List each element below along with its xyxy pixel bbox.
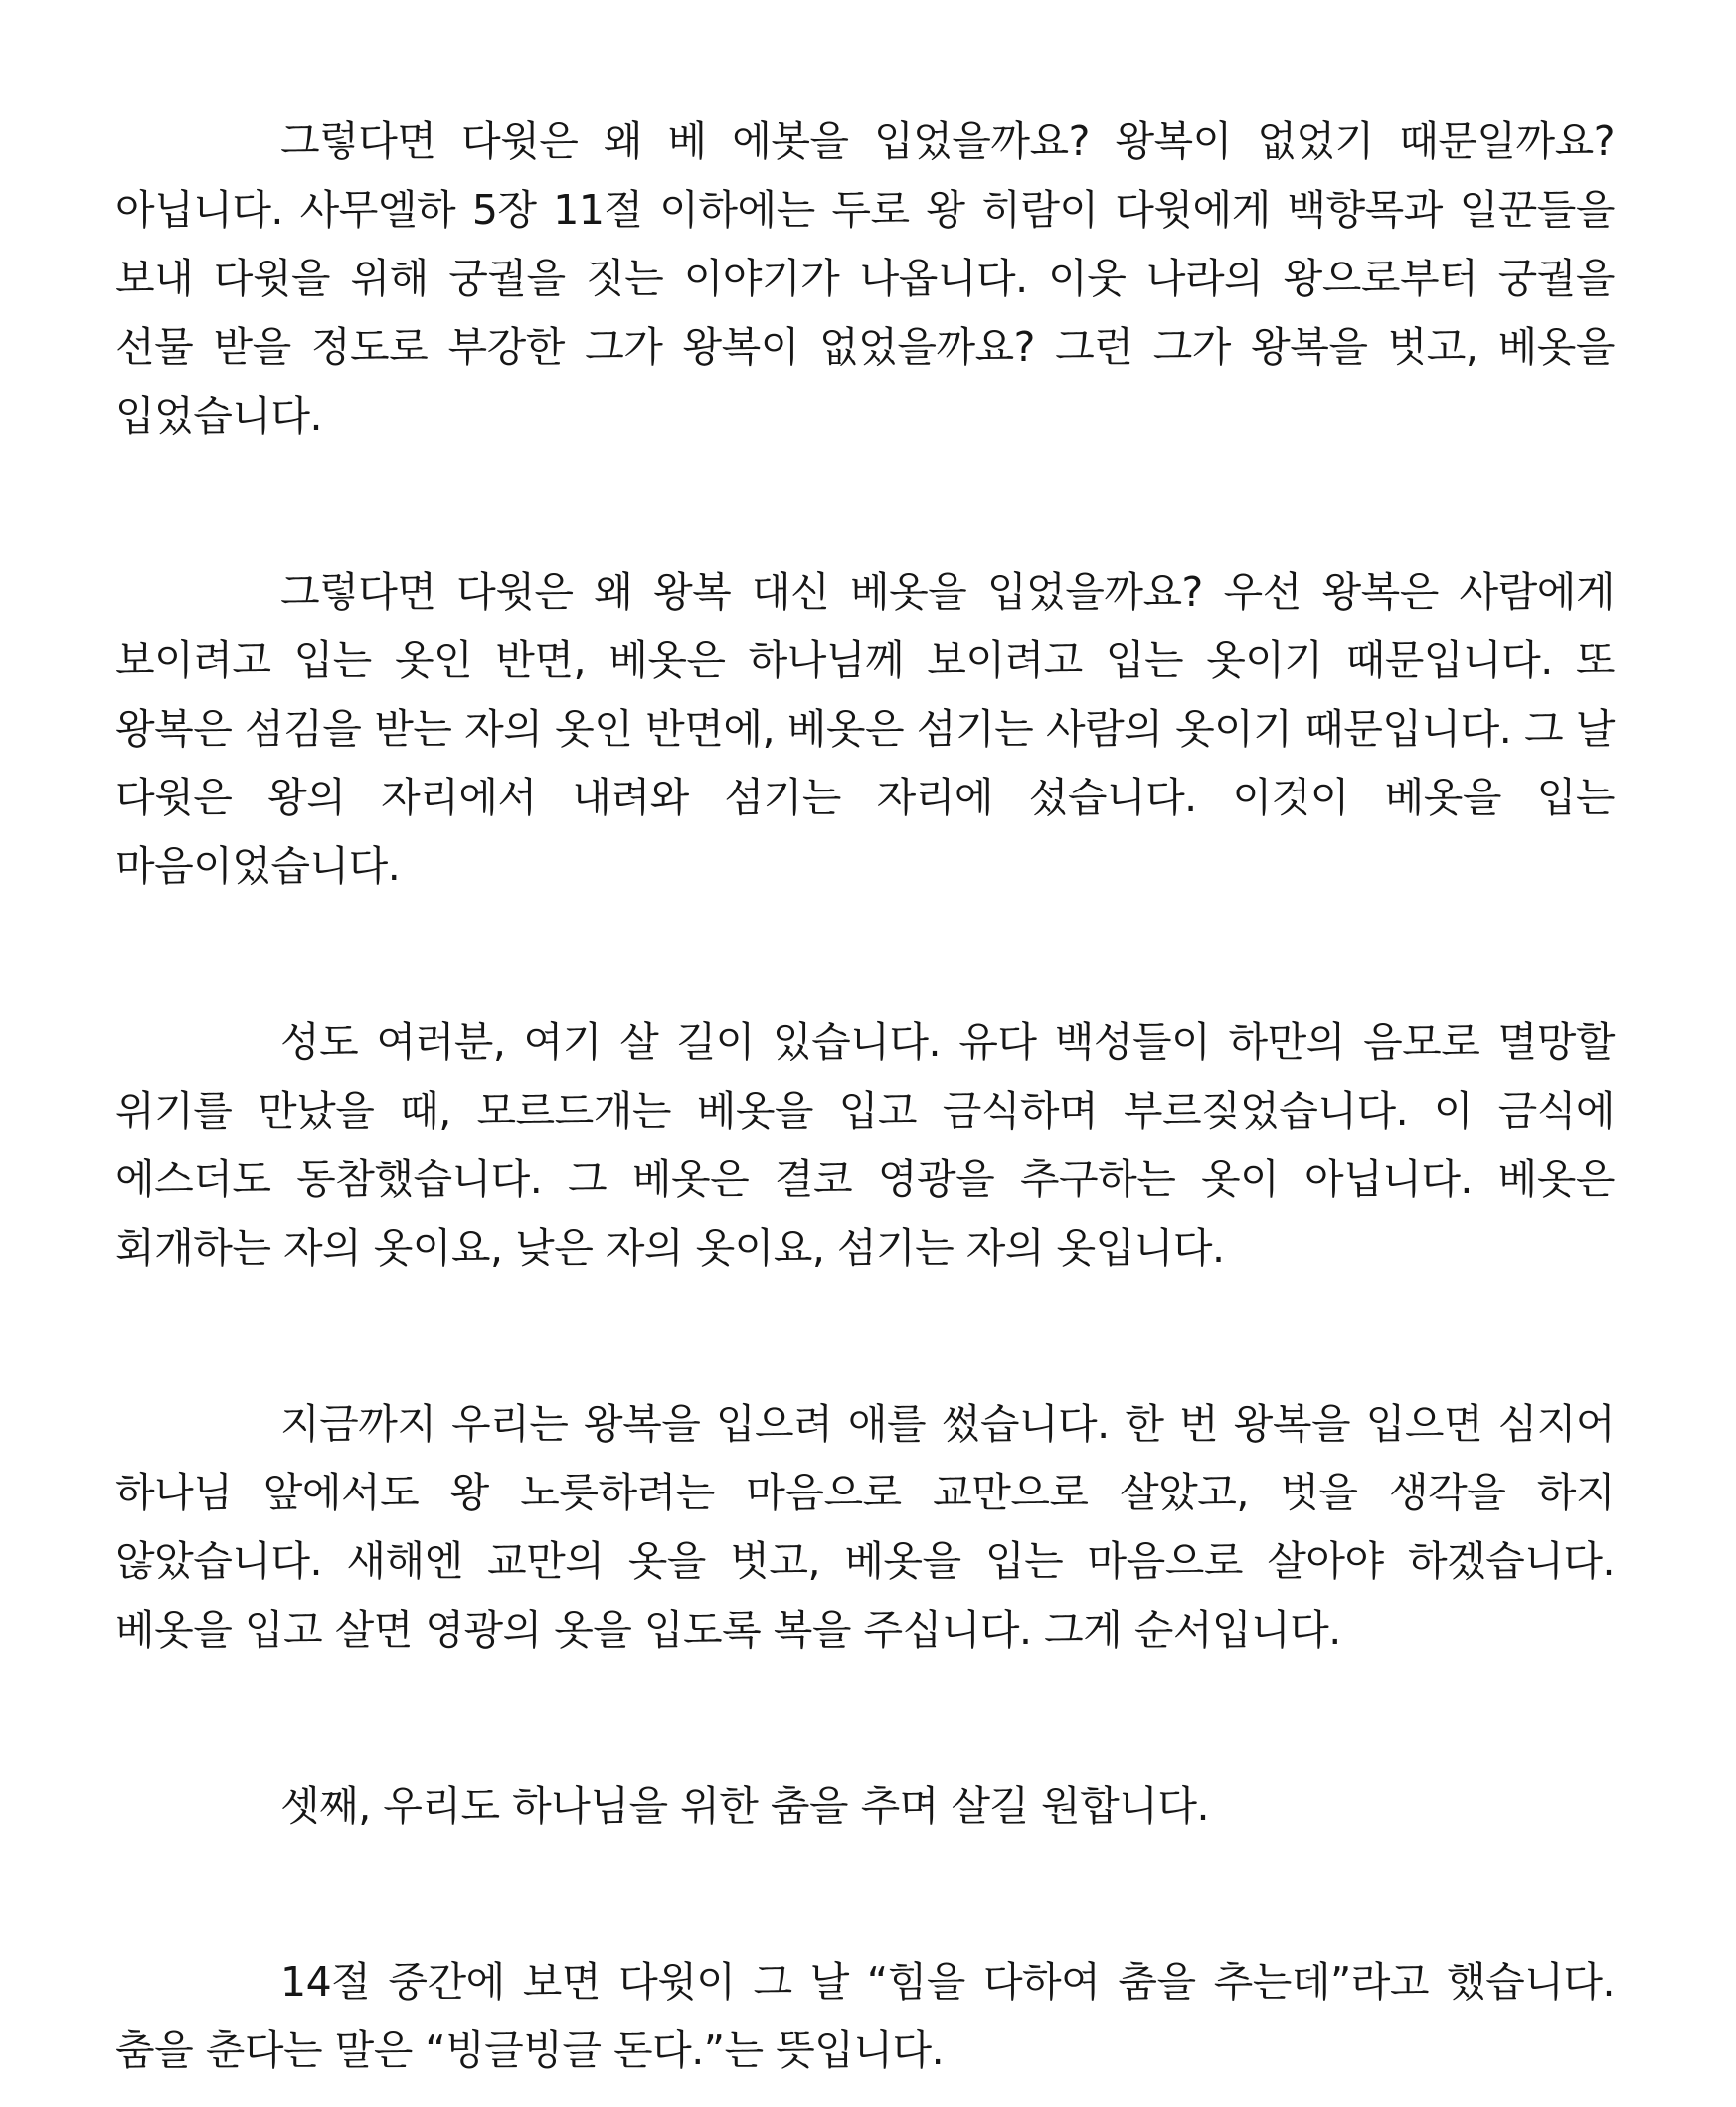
paragraph-3: 성도 여러분, 여기 살 길이 있습니다. 유다 백성들이 하만의 음모로 멸망할 위기를 만났을 때, 모르드개는 베옷을 입고 금식하며 부르짖었습니다. 이 금식에 에스더도 동참했습니다. 그 베옷은 결코 영광을 추구하는 옷이 아닙니다. 베옷은 회개하는 자의 옷이요, 낮은 자의 옷이요, 섬기는 자의 옷입니다. [115,1018,1615,1272]
document-page [115,107,1615,2085]
paragraph-2: 그렇다면 다윗은 왜 왕복 대신 베옷을 입었을까요? 우선 왕복은 사람에게 보이려고 입는 옷인 반면, 베옷은 하나님께 보이려고 입는 옷이기 때문입니다. 또 왕복은 섬김을 받는 자의 옷인 반면에, 베옷은 섬기는 사람의 옷이기 때문입니다. 그 날 다윗은 왕의 자리에서 내려와 섬기는 자리에 섰습니다. 이것이 베옷을 입는 마음이었습니다. [115,568,1615,890]
paragraph-1: 그렇다면 다윗은 왜 베 에봇을 입었을까요? 왕복이 없었기 때문일까요? 아닙니다. 사무엘하 5장 11절 이하에는 두로 왕 히람이 다윗에게 백향목과 일꾼들을 보내 다윗을 위해 궁궐을 짓는 이야기가 나옵니다. 이웃 나라의 왕으로부터 궁궐을 선물 받을 정도로 부강한 그가 왕복이 없었을까요? 그런 그가 왕복을 벗고, 베옷을 입었습니다. [115,117,1615,439]
paragraph-gap [115,1841,1615,1948]
paragraph-gap [115,1665,1615,1772]
paragraph-5: 셋째, 우리도 하나님을 위한 춤을 추며 살길 원합니다. [280,1782,1210,1830]
paragraph-gap [115,450,1615,558]
paragraph-4: 지금까지 우리는 왕복을 입으려 애를 썼습니다. 한 번 왕복을 입으면 심지어 하나님 앞에서도 왕 노릇하려는 마음으로 교만으로 살았고, 벗을 생각을 하지 않았습니다. 새해엔 교만의 옷을 벗고, 베옷을 입는 마음으로 살아야 하겠습니다. 베옷을 입고 살면 영광의 옷을 입도록 복을 주십니다. 그게 순서입니다. [115,1400,1615,1654]
paragraph-gap [115,901,1615,1008]
paragraph-gap [115,1283,1615,1390]
paragraph-6: 14절 중간에 보면 다윗이 그 날 “힘을 다하여 춤을 추는데”라고 했습니다. 춤을 춘다는 말은 “빙글빙글 돈다.”는 뜻입니다. [115,1958,1615,2074]
